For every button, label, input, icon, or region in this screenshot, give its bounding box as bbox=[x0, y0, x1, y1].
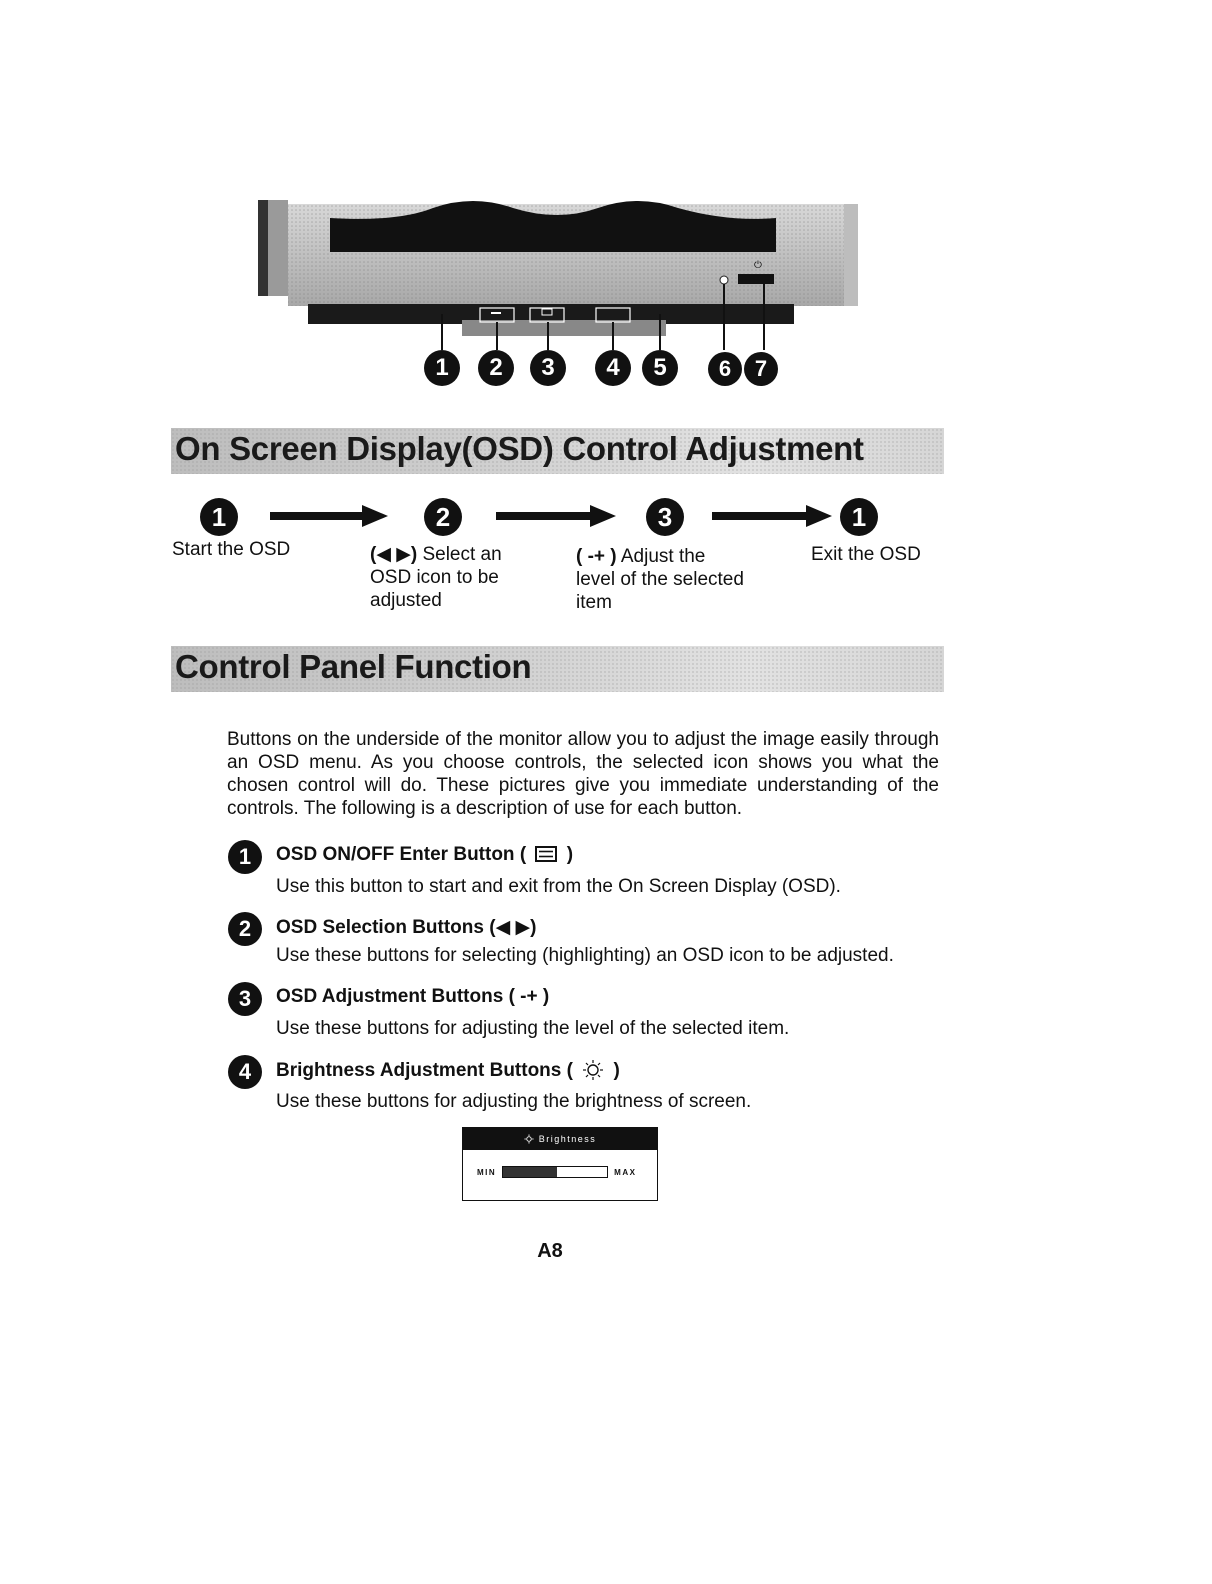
osd-window-title: Brightness bbox=[538, 1134, 597, 1144]
item-2-desc: Use these buttons for selecting (highlighting) an OSD icon to be adjusted. bbox=[276, 945, 894, 966]
intro-paragraph: Buttons on the underside of the monitor allow you to adjust the image easily through an OSD menu. As you choose controls, the selected icon shows you what the chosen control will do. These pictures give you immediate understanding of the controls. The following is a description of use for each button. bbox=[227, 729, 939, 819]
control-panel-title: Control Panel Function bbox=[175, 648, 532, 685]
item-3-badge: 3 bbox=[228, 982, 262, 1016]
osd-section-banner bbox=[171, 428, 944, 474]
callout-5: 5 bbox=[642, 350, 678, 386]
item-1-desc: Use this button to start and exit from the On Screen Display (OSD). bbox=[276, 876, 841, 897]
callout-6: 6 bbox=[708, 352, 742, 386]
osd-section-title: On Screen Display(OSD) Control Adjustment bbox=[175, 430, 864, 467]
callout-3: 3 bbox=[530, 350, 566, 386]
callout-4: 4 bbox=[595, 350, 631, 386]
osd-sun-icon bbox=[524, 1134, 534, 1144]
flow-step-3-line2: level of the selected bbox=[576, 569, 744, 590]
osd-level-fill bbox=[503, 1167, 557, 1177]
page-number: A8 bbox=[537, 1240, 563, 1262]
item-1-title: OSD ON/OFF Enter Button ( ) bbox=[276, 844, 574, 865]
osd-window-header bbox=[463, 1128, 657, 1150]
flow-step-3-badge: 3 bbox=[646, 498, 684, 536]
item-4-title: Brightness Adjustment Buttons ( ) bbox=[276, 1060, 620, 1081]
flow-step-1-text: Start the OSD bbox=[172, 539, 291, 560]
flow-arrow-2 bbox=[496, 512, 592, 520]
item-4-desc: Use these buttons for adjusting the brightness of screen. bbox=[276, 1091, 752, 1112]
flow-arrow-3 bbox=[712, 512, 808, 520]
flow-step-4-text: Exit the OSD bbox=[811, 544, 921, 565]
callout-7: 7 bbox=[744, 352, 778, 386]
flow-step-3-text bbox=[576, 545, 776, 614]
flow-step-2-line2: OSD icon to be bbox=[370, 567, 499, 588]
flow-step-2-line1: Select an bbox=[422, 544, 502, 565]
item-2-badge: 2 bbox=[228, 912, 262, 946]
item-3-title: OSD Adjustment Buttons ( -+ ) bbox=[276, 986, 550, 1007]
callout-2: 2 bbox=[478, 350, 514, 386]
flow-step-2-line3: adjusted bbox=[370, 590, 442, 611]
item-2-title: OSD Selection Buttons (◀ ▶) bbox=[276, 917, 537, 938]
menu-icon bbox=[535, 846, 557, 862]
flow-step-4-badge: 1 bbox=[840, 498, 878, 536]
item-4-badge: 4 bbox=[228, 1055, 262, 1089]
flow-step-2-text bbox=[370, 543, 550, 612]
flow-step-3-line3: item bbox=[576, 592, 612, 613]
brightness-osd-window bbox=[462, 1127, 658, 1201]
sun-icon bbox=[582, 1059, 604, 1081]
callout-1: 1 bbox=[424, 350, 460, 386]
selection-arrows-symbol: (◀ ▶) bbox=[370, 544, 418, 565]
item-3-desc: Use these buttons for adjusting the level of the selected item. bbox=[276, 1018, 790, 1039]
osd-level-row bbox=[477, 1166, 636, 1178]
svg-text:⏻: ⏻ bbox=[754, 260, 762, 271]
flow-step-2-badge: 2 bbox=[424, 498, 462, 536]
osd-level-bar bbox=[502, 1166, 608, 1178]
adjust-plus-minus-symbol: ( -+ ) bbox=[576, 546, 617, 567]
flow-step-3-line1: Adjust the bbox=[620, 546, 706, 567]
flow-step-1-badge: 1 bbox=[200, 498, 238, 536]
item-1-badge: 1 bbox=[228, 840, 262, 874]
osd-max-label: MAX bbox=[614, 1167, 637, 1177]
osd-min-label: MIN bbox=[477, 1167, 497, 1177]
control-panel-banner bbox=[171, 646, 944, 692]
flow-arrow-1 bbox=[270, 512, 364, 520]
